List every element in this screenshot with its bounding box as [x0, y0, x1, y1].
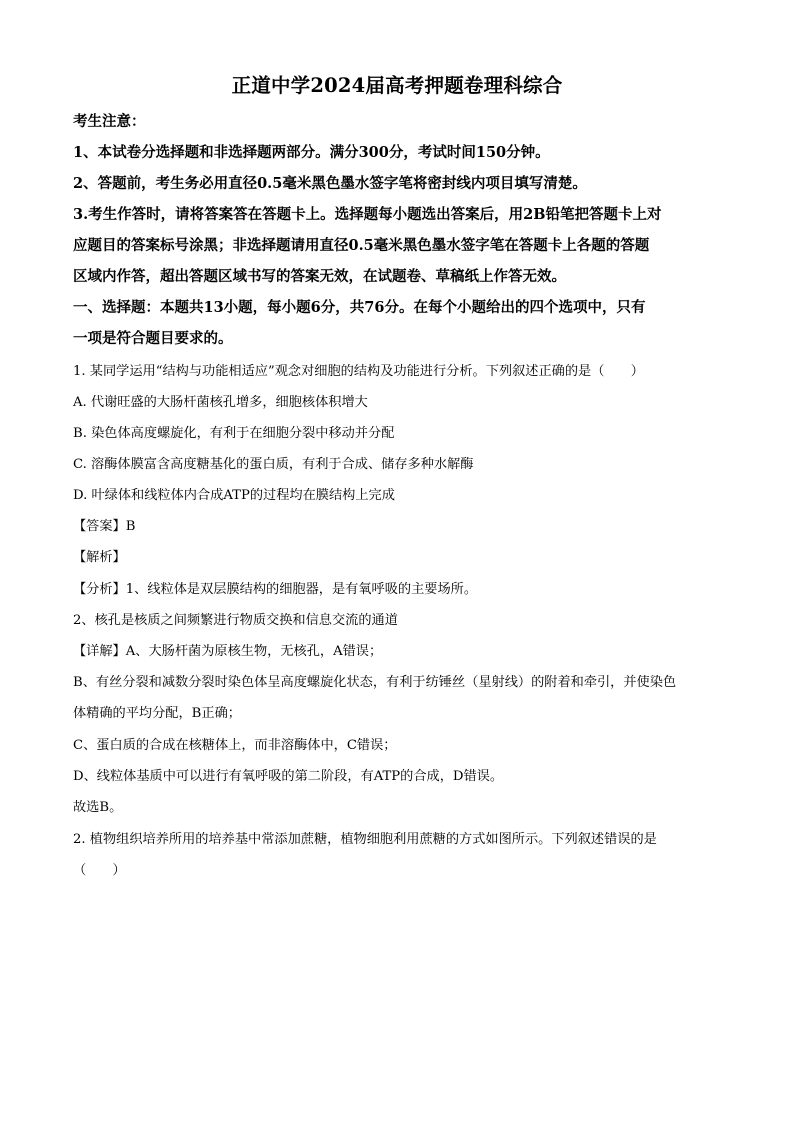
section-heading-line-1: 一、选择题：本题共13小题，每小题6分，共76分。在每个小题给出的四个选项中，只有	[73, 299, 646, 316]
notice-item-3-line-1: 3.考生作答时，请将答案答在答题卡上。选择题每小题选出答案后，用2B铅笔把答题卡上对	[73, 206, 662, 223]
answer-line	[73, 515, 723, 534]
detail-line-a	[73, 640, 723, 659]
analysis-tag: 【解析】	[73, 550, 126, 565]
analysis-line-1-text: 1、线粒体是双层膜结构的细胞器，是有氧呼吸的主要场所。	[125, 582, 478, 597]
answer-value: B	[125, 519, 136, 534]
detail-line-b-2: 体精确的平均分配，B正确；	[73, 706, 241, 721]
answer-tag: 【答案】	[73, 519, 126, 534]
analysis-line-1	[73, 578, 723, 597]
notice-item-3-line-2: 应题目的答案标号涂黑；非选择题请用直径0.5毫米黑色墨水签字笔在答题卡上各题的答题	[73, 237, 650, 254]
analysis-line-2: 2、核孔是核质之间频繁进行物质交换和信息交流的通道	[73, 613, 398, 628]
detail-a-text: A、大肠杆菌为原核生物，无核孔，A错误；	[125, 644, 383, 659]
notice-item-2: 2、答题前，考生务必用直径0.5毫米黑色墨水签字笔将密封线内项目填写清楚。	[73, 175, 587, 192]
notice-heading: 考生注意：	[73, 113, 146, 130]
notice-item-1: 1、本试卷分选择题和非选择题两部分。满分300分，考试时间150分钟。	[73, 144, 550, 161]
analysis-sub-tag: 【分析】	[73, 582, 126, 597]
detail-line-b-1: B、有丝分裂和减数分裂时染色体呈高度螺旋化状态，有利于纺锤丝（星射线）的附着和牵引，并使染色	[73, 675, 677, 690]
question-1-option-d: D. 叶绿体和线粒体内合成ATP的过程均在膜结构上完成	[73, 488, 395, 503]
question-1-option-b: B. 染色体高度螺旋化，有利于在细胞分裂中移动并分配	[73, 426, 395, 441]
exam-title: 正道中学2024届高考押题卷理科综合	[231, 74, 563, 97]
question-2-stem-line-2: （ ）	[73, 863, 126, 878]
question-2-stem-line-1: 2. 植物组织培养所用的培养基中常添加蔗糖，植物细胞利用蔗糖的方式如图所示。下列叙述错误的是	[73, 832, 657, 847]
detail-line-d: D、线粒体基质中可以进行有氧呼吸的第二阶段，有ATP的合成，D错误。	[73, 769, 504, 784]
question-1-option-a: A. 代谢旺盛的大肠杆菌核孔增多，细胞核体积增大	[73, 395, 368, 410]
section-heading-line-2: 一项是符合题目要求的。	[73, 330, 233, 347]
detail-tag: 【详解】	[73, 644, 126, 659]
notice-item-3-line-3: 区域内作答，超出答题区域书写的答案无效，在试题卷、草稿纸上作答无效。	[73, 268, 566, 285]
question-1-stem: 1. 某同学运用“结构与功能相适应”观念对细胞的结构及功能进行分析。下列叙述正确的是（ ）	[73, 364, 644, 379]
conclusion-line: 故选B。	[73, 800, 123, 815]
detail-line-c: C、蛋白质的合成在核糖体上，而非溶酶体中，C错误；	[73, 738, 397, 753]
question-1-option-c: C. 溶酶体膜富含高度糖基化的蛋白质，有利于合成、储存多种水解酶	[73, 457, 474, 472]
